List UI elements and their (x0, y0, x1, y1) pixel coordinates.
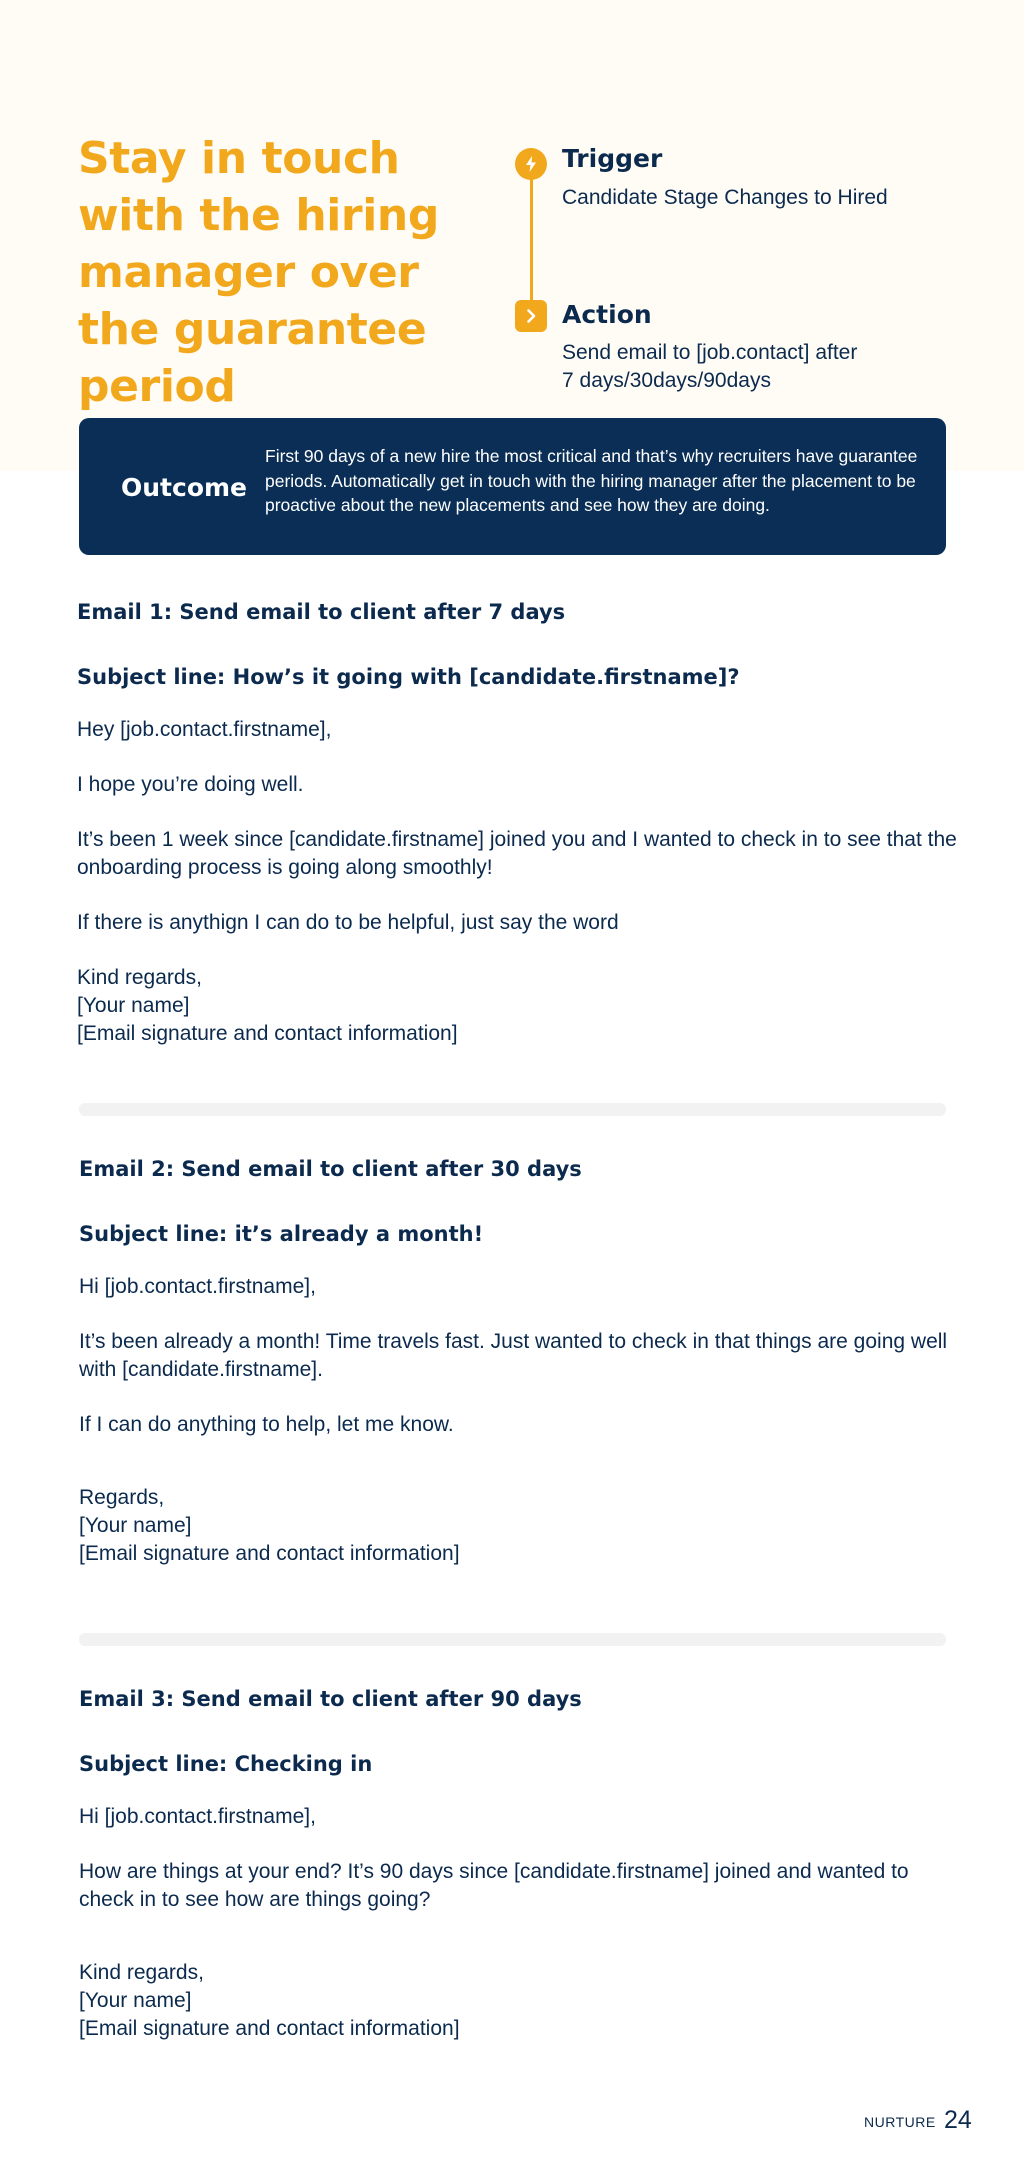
email-signoff: Kind regards, (77, 966, 202, 989)
action-text-line-1: Send email to [job.contact] after (562, 341, 858, 364)
trigger-text: Candidate Stage Changes to Hired (562, 186, 888, 209)
email-3 (79, 1687, 959, 2043)
email-signature: [Email signature and contact information] (77, 1022, 458, 1045)
action-heading: Action (562, 300, 652, 329)
section-divider (79, 1103, 946, 1116)
page-title: Stay in touch with the hiring manager over the guarantee period (78, 133, 439, 412)
email-signoff: Kind regards, (79, 1961, 204, 1984)
action-text-line-2: 7 days/30days/90days (562, 369, 771, 392)
outcome-card (79, 418, 946, 555)
outcome-label: Outcome (121, 473, 248, 502)
email-name: [Your name] (77, 994, 190, 1017)
email-heading: Email 1: Send email to client after 7 days (77, 600, 566, 624)
email-subject: Subject line: How’s it going with [candidate.firstname]? (77, 665, 740, 689)
email-paragraph: How are things at your end? It’s 90 days since [candidate.firstname] joined and wanted to check in to see how are things going? (79, 1860, 909, 1911)
email-paragraph: I hope you’re doing well. (77, 773, 304, 796)
email-greeting: Hi [job.contact.firstname], (79, 1275, 316, 1298)
chevron-right-icon (515, 300, 547, 332)
page-number: 24 (944, 2106, 972, 2134)
lightning-bolt-icon (515, 148, 547, 180)
footer-section-label: NURTURE (864, 2114, 936, 2130)
timeline-connector (530, 164, 533, 312)
email-paragraph: It’s been 1 week since [candidate.firstname] joined you and I wanted to check in to see that the onboarding process is going along smoothly! (77, 828, 957, 879)
email-name: [Your name] (79, 1514, 192, 1537)
email-paragraph: It’s been already a month! Time travels fast. Just wanted to check in that things are going well with [candidate.firstname]. (79, 1330, 948, 1381)
email-greeting: Hi [job.contact.firstname], (79, 1805, 316, 1828)
trigger-heading: Trigger (562, 144, 663, 173)
email-signature: [Email signature and contact information] (79, 2017, 460, 2040)
email-signoff: Regards, (79, 1486, 165, 1509)
email-subject: Subject line: it’s already a month! (79, 1222, 484, 1246)
email-name: [Your name] (79, 1989, 192, 2012)
outcome-text: First 90 days of a new hire the most critical and that’s why recruiters have guarantee periods. Automatically get in touch with the hiring manager after the placement to be proactive about the new placements and see how they are doing. (265, 446, 918, 515)
email-signature: [Email signature and contact information] (79, 1542, 460, 1565)
email-greeting: Hey [job.contact.firstname], (77, 718, 332, 741)
email-subject: Subject line: Checking in (79, 1752, 373, 1776)
email-paragraph: If there is anythign I can do to be helpful, just say the word (77, 911, 619, 934)
email-heading: Email 3: Send email to client after 90 days (79, 1687, 582, 1711)
section-divider (79, 1633, 946, 1646)
email-1 (77, 600, 957, 1048)
email-heading: Email 2: Send email to client after 30 days (79, 1157, 582, 1181)
email-2 (79, 1157, 959, 1568)
email-paragraph: If I can do anything to help, let me know. (79, 1413, 454, 1436)
